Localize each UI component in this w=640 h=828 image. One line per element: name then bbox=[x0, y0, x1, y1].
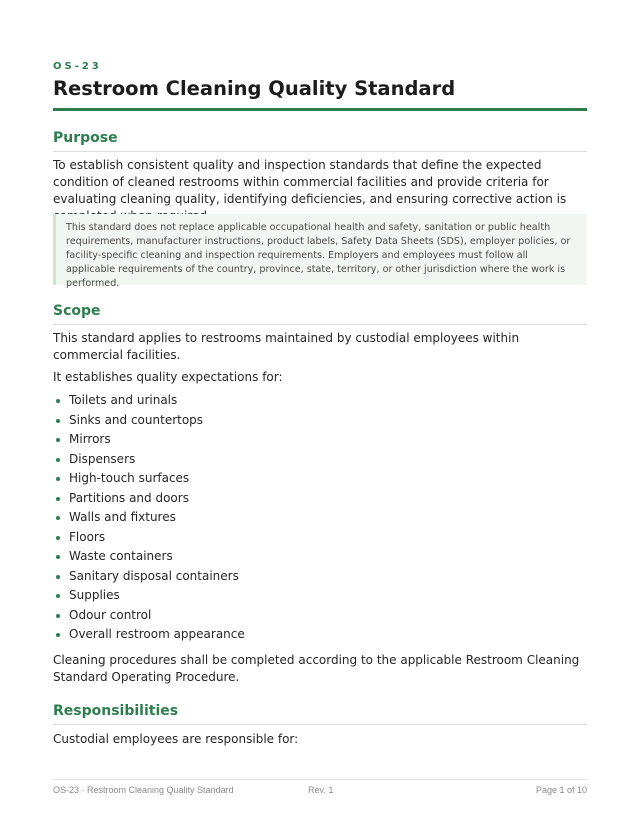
footer-revision: Rev. 1 bbox=[308, 785, 334, 795]
list-item bbox=[53, 508, 245, 528]
bullet-icon bbox=[56, 614, 60, 618]
bullet-icon bbox=[56, 633, 60, 637]
list-item-label: Sinks and countertops bbox=[69, 412, 204, 427]
bullet-icon bbox=[56, 399, 60, 403]
list-item-label: Supplies bbox=[69, 588, 120, 602]
responsibilities-paragraph: Custodial employees are responsible for: bbox=[53, 732, 299, 746]
title-divider bbox=[53, 108, 587, 111]
list-item bbox=[53, 450, 245, 470]
document-title: Restroom Cleaning Quality Standard bbox=[53, 77, 456, 100]
bullet-icon bbox=[56, 575, 60, 579]
list-item bbox=[53, 567, 245, 587]
scope-divider bbox=[53, 324, 587, 325]
list-item-label: Dispensers bbox=[69, 451, 136, 466]
list-item bbox=[53, 586, 245, 606]
bullet-icon bbox=[56, 438, 60, 442]
responsibilities-divider bbox=[53, 724, 587, 725]
list-item bbox=[53, 625, 245, 645]
purpose-paragraph: To establish consistent quality and inspection standards that define the expected condition of cleaned restrooms within commercial facilities and provide criteria for evaluating cleaning quality, identifying deficiencies, and ensuring corrective action is bbox=[53, 158, 567, 206]
scope-closing: Cleaning procedures shall be completed according to the applicable Restroom Cleaning Standard Operating Procedure. bbox=[53, 653, 580, 684]
list-item-label: Floors bbox=[69, 529, 106, 544]
list-item bbox=[53, 411, 245, 431]
bullet-icon bbox=[56, 594, 60, 598]
bullet-icon bbox=[56, 477, 60, 481]
bullet-icon bbox=[56, 458, 60, 462]
responsibilities-heading: Responsibilities bbox=[53, 703, 179, 719]
list-item bbox=[53, 430, 245, 450]
footer-document-label: OS-23 · Restroom Cleaning Quality Standard bbox=[53, 785, 234, 795]
scope-intro: It establishes quality expectations for: bbox=[53, 370, 283, 384]
footer-divider bbox=[53, 779, 587, 780]
list-item-label: Sanitary disposal containers bbox=[69, 568, 239, 583]
bullet-icon bbox=[56, 555, 60, 559]
list-item bbox=[53, 606, 245, 626]
disclaimer-note: This standard does not replace applicable occupational health and safety, sanitation or public health requirements, manufacturer instructions, product labels, Safety Data Sheets (SDS), employer policies, or facility-specific cleaning and inspection requirements. Employers and employees must follow all applicable requirements of the country, province, state, territory, or other jurisdiction where the work is performed. bbox=[53, 214, 587, 285]
footer-page-number: Page 1 of 10 bbox=[535, 785, 587, 795]
list-item-label: Mirrors bbox=[69, 432, 111, 446]
bullet-icon bbox=[56, 536, 60, 540]
bullet-icon bbox=[56, 497, 60, 501]
list-item-label: Toilets and urinals bbox=[69, 393, 178, 407]
list-item-label: Overall restroom appearance bbox=[69, 627, 245, 641]
purpose-divider bbox=[53, 151, 587, 152]
scope-heading: Scope bbox=[53, 303, 101, 319]
list-item bbox=[53, 469, 245, 489]
list-item bbox=[53, 489, 245, 509]
scope-list bbox=[53, 391, 245, 645]
bullet-icon bbox=[56, 419, 60, 423]
list-item bbox=[53, 547, 245, 567]
list-item bbox=[53, 391, 245, 411]
list-item-label: Waste containers bbox=[69, 549, 173, 563]
bullet-icon bbox=[56, 516, 60, 520]
list-item-label: Odour control bbox=[69, 607, 152, 622]
list-item-label: Partitions and doors bbox=[69, 490, 189, 505]
purpose-heading: Purpose bbox=[53, 130, 118, 146]
scope-paragraph: This standard applies to restrooms maintained by custodial employees within commercial facilities. bbox=[53, 331, 520, 362]
list-item-label: High-touch surfaces bbox=[69, 471, 190, 485]
list-item bbox=[53, 528, 245, 548]
list-item-label: Walls and fixtures bbox=[69, 510, 176, 524]
document-code: OS-23 bbox=[53, 61, 102, 72]
